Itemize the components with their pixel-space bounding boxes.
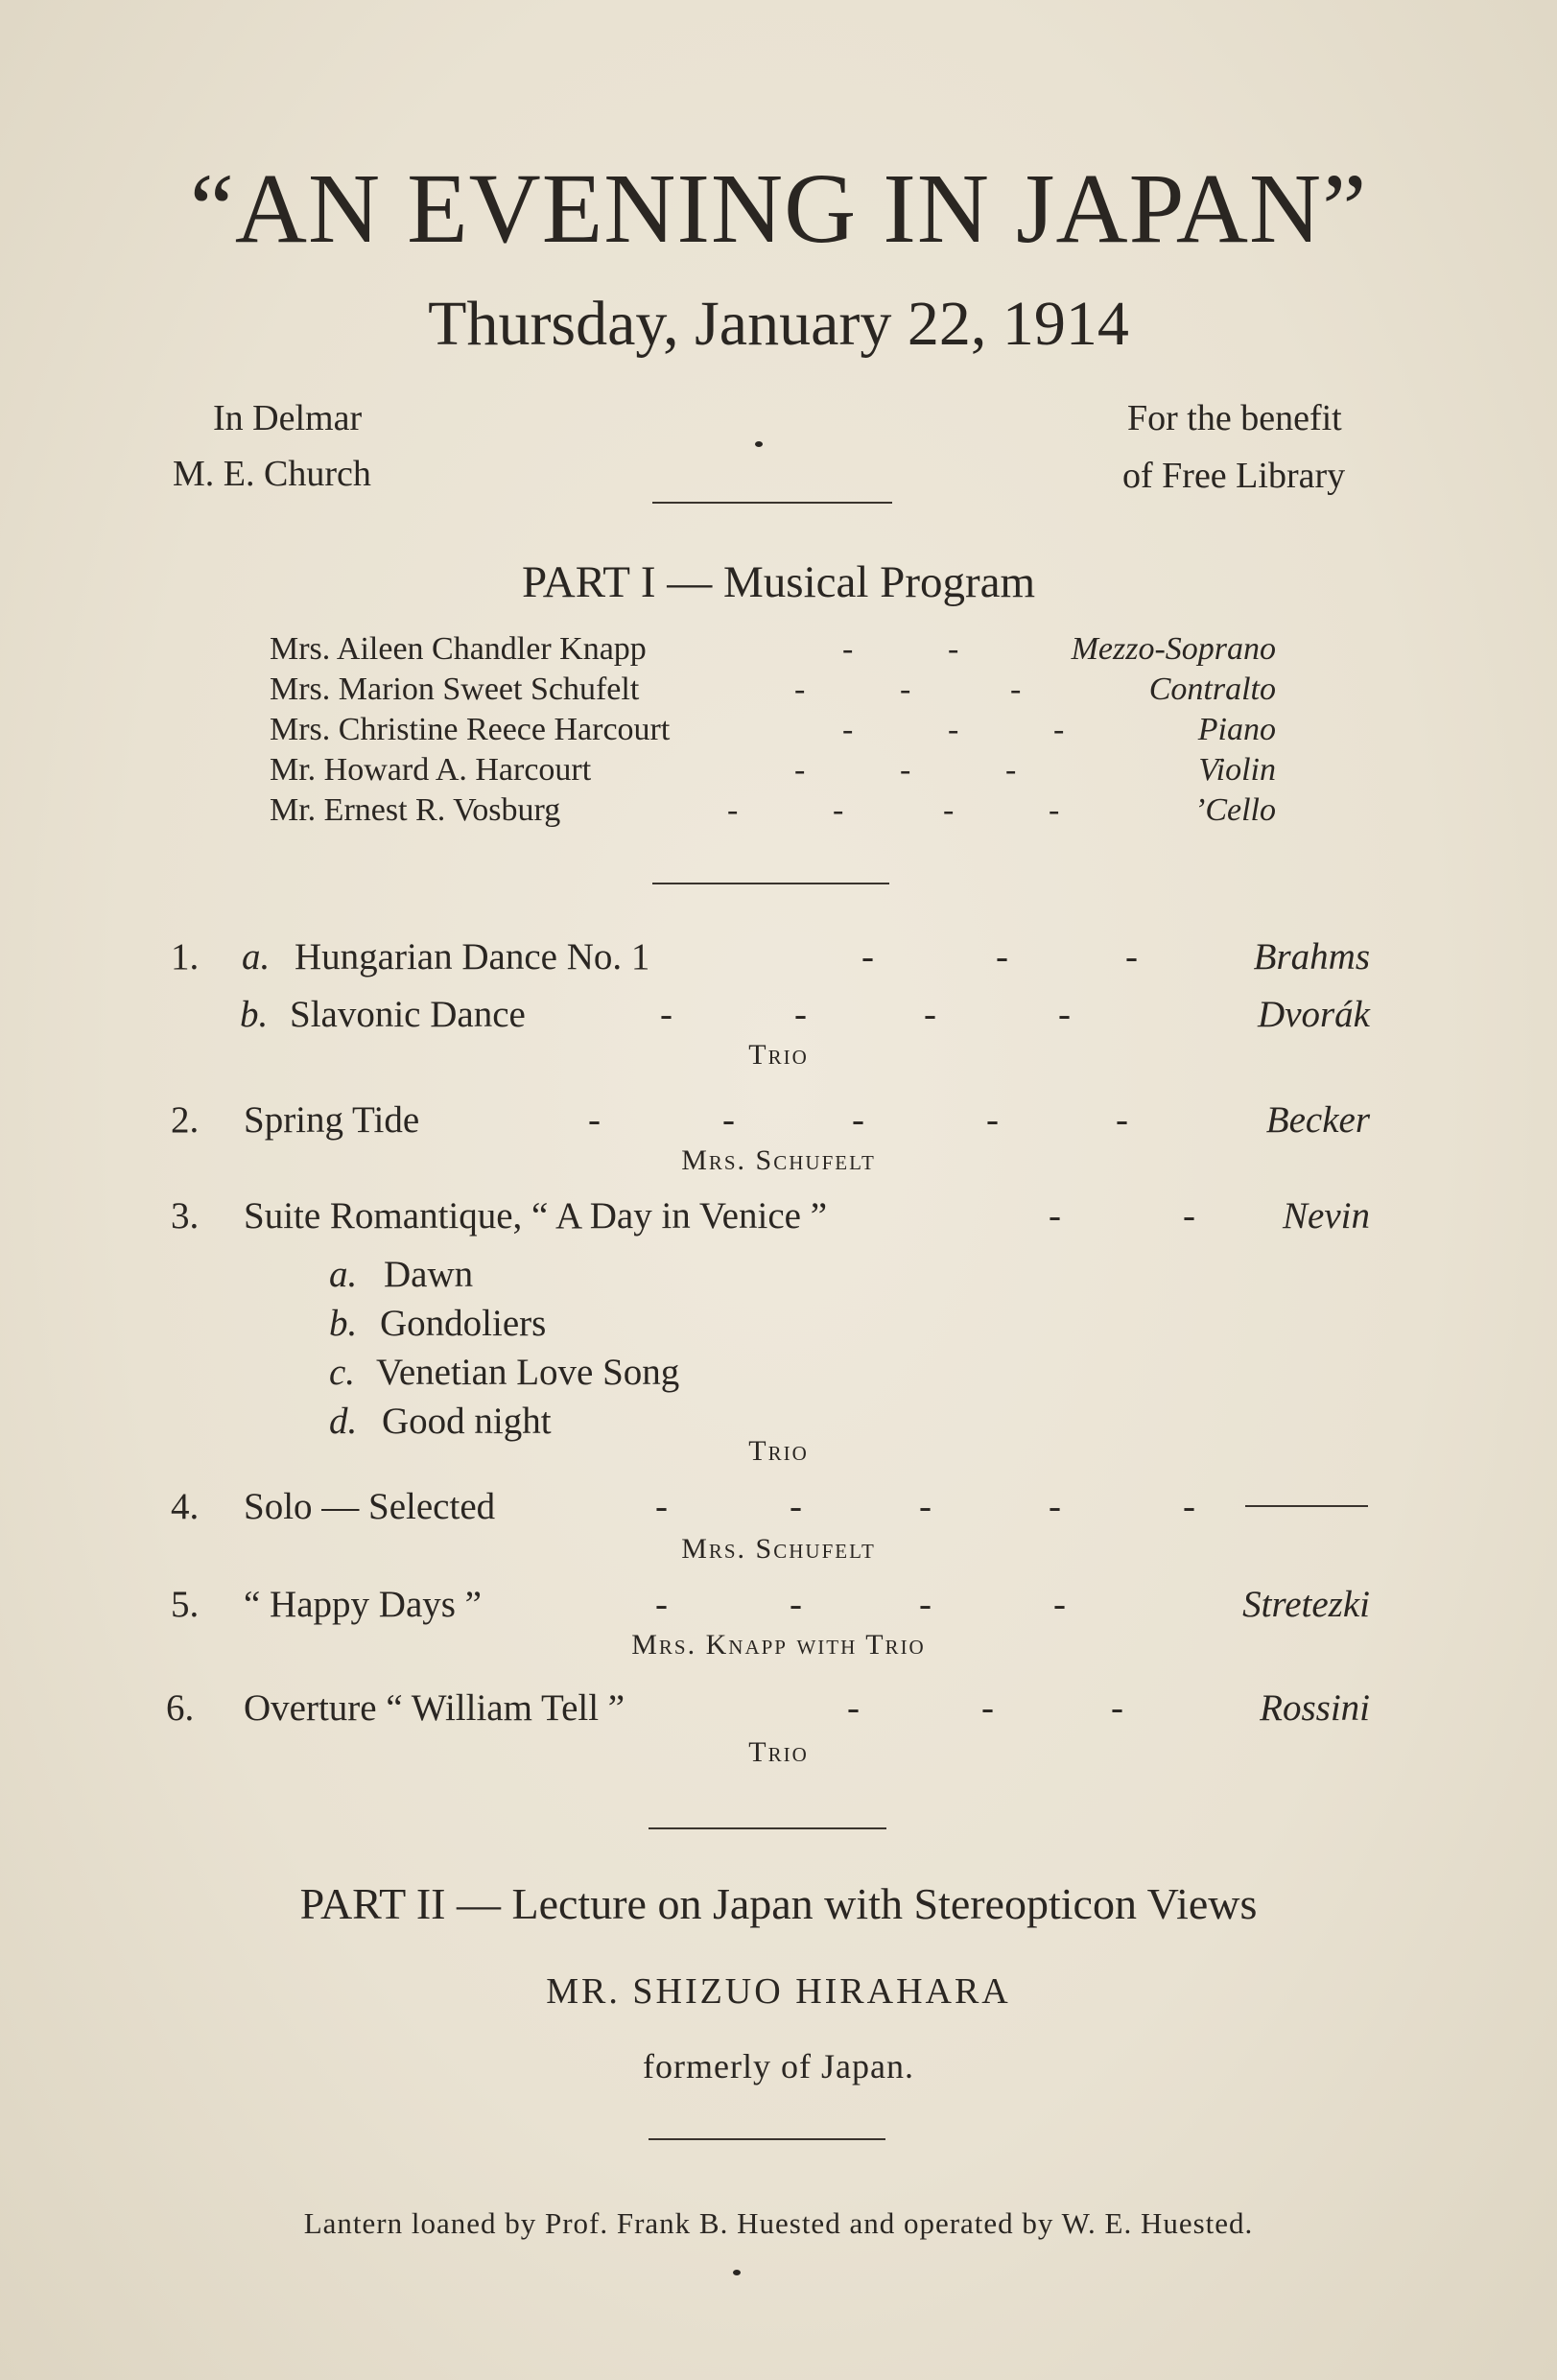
item-number: 4. xyxy=(171,1486,200,1527)
location-line-1: In Delmar xyxy=(213,398,363,438)
sub-letter: c. xyxy=(329,1352,356,1393)
item-composer: Becker xyxy=(1265,1099,1370,1141)
item-title: Hungarian Dance No. 1 xyxy=(295,936,650,978)
item-title: Slavonic Dance xyxy=(290,994,526,1035)
leader-dash: - xyxy=(943,792,955,828)
item-number: 3. xyxy=(171,1195,200,1237)
item-performer: Trio xyxy=(748,1736,809,1768)
item-performer: Mrs. Schufelt xyxy=(681,1144,876,1176)
performer-role: Violin xyxy=(1198,752,1276,788)
leader-dash: - xyxy=(842,712,854,747)
item-performer: Trio xyxy=(748,1435,809,1467)
leader-dash: - xyxy=(919,1584,932,1625)
leader-dash: - xyxy=(794,994,807,1035)
item-composer: Brahms xyxy=(1253,936,1370,978)
item-number: 6. xyxy=(166,1687,195,1729)
benefit-line-2: of Free Library xyxy=(1122,456,1346,496)
item-title: Solo — Selected xyxy=(244,1486,496,1527)
divider-rule xyxy=(649,1827,886,1829)
event-date: Thursday, January 22, 1914 xyxy=(428,289,1129,359)
leader-dash: - xyxy=(655,1486,668,1527)
leader-dash: - xyxy=(948,631,959,667)
sub-letter: d. xyxy=(329,1401,358,1442)
leader-dash: - xyxy=(1053,712,1065,747)
location-line-2: M. E. Church xyxy=(173,454,371,494)
leader-dash: - xyxy=(655,1584,668,1625)
leader-dash: - xyxy=(924,994,936,1035)
leader-dash: - xyxy=(1111,1687,1123,1729)
performer-role: Contralto xyxy=(1148,672,1276,707)
leader-dash: - xyxy=(660,994,672,1035)
sub-title: Gondoliers xyxy=(380,1303,547,1344)
leader-dash: - xyxy=(588,1099,601,1141)
composer-blank-rule xyxy=(1245,1505,1368,1507)
item-performer: Mrs. Knapp with Trio xyxy=(631,1629,926,1661)
performer-role: Piano xyxy=(1197,712,1276,747)
leader-dash: - xyxy=(1116,1099,1128,1141)
leader-dash: - xyxy=(847,1687,860,1729)
item-composer: Dvorák xyxy=(1258,994,1370,1035)
performer-name: Mr. Howard A. Harcourt xyxy=(270,752,592,788)
leader-dash: - xyxy=(861,936,874,978)
performer-name: Mr. Ernest R. Vosburg xyxy=(270,792,561,828)
divider-rule xyxy=(649,2138,885,2140)
leader-dash: - xyxy=(1049,1486,1061,1527)
leader-dash: - xyxy=(1005,752,1017,788)
item-number: 5. xyxy=(171,1584,200,1625)
speaker-name: MR. SHIZUO HIRAHARA xyxy=(546,1971,1011,2012)
leader-dash: - xyxy=(794,752,806,788)
item-number: 1. xyxy=(171,936,200,978)
item-title: Spring Tide xyxy=(244,1099,420,1141)
leader-dash: - xyxy=(1010,672,1022,707)
leader-dash: - xyxy=(833,792,844,828)
performer-role: Mezzo-Soprano xyxy=(1071,631,1276,667)
performer-name: Mrs. Marion Sweet Schufelt xyxy=(270,672,640,707)
item-composer: Stretezki xyxy=(1242,1584,1370,1625)
item-composer: Nevin xyxy=(1283,1195,1370,1237)
leader-dash: - xyxy=(919,1486,932,1527)
leader-dash: - xyxy=(1049,1195,1061,1237)
leader-dash: - xyxy=(996,936,1008,978)
leader-dash: - xyxy=(900,672,911,707)
sub-title: Good night xyxy=(382,1401,552,1442)
leader-dash: - xyxy=(1183,1195,1195,1237)
divider-rule xyxy=(652,883,889,884)
item-title: Suite Romantique, “ A Day in Venice ” xyxy=(244,1195,828,1237)
leader-dash: - xyxy=(1183,1486,1195,1527)
benefit-line-1: For the benefit xyxy=(1127,398,1342,438)
part2-heading: PART II — Lecture on Japan with Stereopticon Views xyxy=(299,1879,1258,1928)
sub-letter: b. xyxy=(329,1303,358,1344)
item-title: Overture “ William Tell ” xyxy=(244,1687,625,1729)
part1-heading: PART I — Musical Program xyxy=(521,557,1036,607)
ink-speck xyxy=(755,441,763,447)
item-number: 2. xyxy=(171,1099,200,1141)
leader-dash: - xyxy=(986,1099,999,1141)
leader-dash: - xyxy=(790,1584,802,1625)
speaker-note: formerly of Japan. xyxy=(643,2047,914,2085)
performer-name: Mrs. Christine Reece Harcourt xyxy=(270,712,671,747)
leader-dash: - xyxy=(1049,792,1060,828)
ink-speck xyxy=(733,2270,741,2275)
leader-dash: - xyxy=(842,631,854,667)
leader-dash: - xyxy=(727,792,739,828)
leader-dash: - xyxy=(852,1099,864,1141)
divider-rule xyxy=(652,502,892,504)
leader-dash: - xyxy=(1053,1584,1066,1625)
item-title: “ Happy Days ” xyxy=(244,1584,482,1625)
leader-dash: - xyxy=(794,672,806,707)
sub-title: Venetian Love Song xyxy=(376,1352,680,1393)
sub-title: Dawn xyxy=(384,1254,474,1295)
leader-dash: - xyxy=(948,712,959,747)
leader-dash: - xyxy=(1058,994,1071,1035)
leader-dash: - xyxy=(790,1486,802,1527)
item-performer: Trio xyxy=(748,1039,809,1071)
event-title: “AN EVENING IN JAPAN” xyxy=(189,153,1368,264)
item-letter: a. xyxy=(242,936,271,978)
leader-dash: - xyxy=(981,1687,994,1729)
sub-letter: a. xyxy=(329,1254,358,1295)
lantern-credit: Lantern loaned by Prof. Frank B. Huested and operated by W. E. Huested. xyxy=(303,2206,1254,2240)
item-performer: Mrs. Schufelt xyxy=(681,1533,876,1565)
item-letter: b. xyxy=(240,994,269,1035)
leader-dash: - xyxy=(1125,936,1138,978)
performer-role: ’Cello xyxy=(1194,792,1276,828)
performer-name: Mrs. Aileen Chandler Knapp xyxy=(270,631,647,667)
item-composer: Rossini xyxy=(1260,1687,1370,1729)
leader-dash: - xyxy=(900,752,911,788)
leader-dash: - xyxy=(722,1099,735,1141)
